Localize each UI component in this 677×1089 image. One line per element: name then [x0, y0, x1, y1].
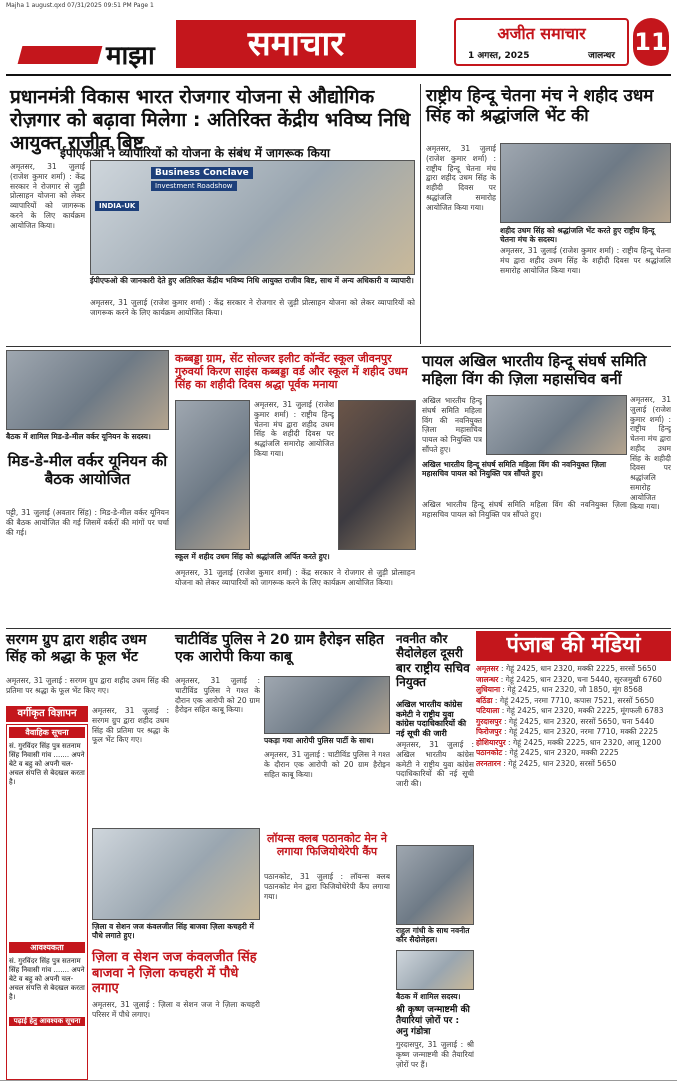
masthead: [6, 14, 671, 76]
midday-body: पट्टी, 31 जुलाई (अवतार सिंह) : मिड-डे-मील वर्कर यूनियन की बैठक आयोजित की गई जिसमें वर्करों की मांगों पर चर्चा की गई।: [6, 508, 169, 537]
page-number: 11: [633, 18, 669, 66]
mandi-entry: बठिंडा : गेहूं 2425, नरमा 7710, कपास 7521, सरसों 5650: [476, 695, 655, 705]
banner-roadshow: Investment Roadshow: [151, 181, 237, 191]
lions-headline: लॉयन्स क्लब पठानकोट मेन ने लगाया फिजियोथेरेपी कैंप: [267, 832, 387, 859]
lead-dateline: अमृतसर, 31 जुलाई (राजेश कुमार शर्मा) : केंद्र सरकार ने रोजगार से जुड़ी प्रोत्साहन योजना को लेकर व्यापारियों को जागरूक करने के लिए कार्यक्रम आयोजित किया।: [10, 162, 85, 230]
heroin-body: अमृतसर, 31 जुलाई : चाटीविंड पुलिस ने गश्त के दौरान एक आरोपी को 20 ग्राम हैरोइन सहित काबू किया।: [264, 750, 390, 779]
mandi-entry: होशियारपुर : गेहूं 2425, मक्की 2225, धान 2320, आलू 1200: [476, 737, 662, 747]
classified-body: सं. गुरविंदर सिंह पुत्र सतनाम सिंह निवासी गांव ....... अपने बेटे व बहु को अपनी चल-अचल संपत्ति से बेदखल करता है।: [9, 742, 85, 787]
paper-name: अजीत समाचार: [497, 24, 586, 43]
heroin-photo: [264, 676, 390, 734]
lions-body: पठानकोट, 31 जुलाई : लॉयन्स क्लब पठानकोट मेन द्वारा फिजियोथेरेपी कैंप लगाया गया।: [264, 872, 390, 901]
classified-box: [6, 724, 88, 1080]
lead-subhead: ईपीएफओ ने व्यापारियों को योजना के संबंध में जागरूक किया: [60, 146, 330, 160]
kabaddi-photo: [175, 400, 250, 550]
kabaddi-body: अमृतसर, 31 जुलाई (राजेश कुमार शर्मा) : राष्ट्रीय हिन्दू चेतना मंच द्वारा शहीद उधम सिंह के शहीदी दिवस पर श्रद्धांजलि समारोह आयोजित किया गया।: [254, 400, 334, 458]
mandi-title: पंजाब की मंडियां: [476, 631, 671, 661]
midday-headline: मिड-डे-मील वर्कर यूनियन की बैठक आयोजित: [7, 452, 168, 488]
mandi-entry: गुरदासपुर : गेहूं 2425, धान 2320, सरसों 5650, चना 5440: [476, 716, 655, 726]
navneet-headline: नवनीत कौर सैदोलेहल दूसरी बार राष्ट्रीय सचिव नियुक्त: [396, 632, 470, 690]
issue-city: जालन्धर: [588, 51, 615, 61]
payal-photo-caption: अखिल भारतीय हिन्दू संघर्ष समिति महिला विंग की नवनियुक्त ज़िला महासचिव पायल को नियुक्ति पत्र सौंपते हुए।: [422, 460, 607, 478]
navneet-photo-caption: राहुल गांधी के साथ नवनीत कौर सैदोलेहल।: [396, 926, 470, 944]
masthead-samachar: समाचार: [176, 20, 416, 68]
kabaddi-headline: कब्बड्डा ग्राम, सेंट सोल्जर इलीट कॉन्वेंट स्कूल जीवनपुर गुरुवर्या किरण साइंस कब्बड्डा वर्ड और स्कूल में शहीद उधम सिंह का शहीदी दिवस श्रद्धा पूर्वक मनाया: [175, 352, 408, 392]
mandi-entry: जालन्धर : गेहूं 2425, धान 2320, चना 5440, सूरजमुखी 6760: [476, 674, 662, 684]
kabaddi-body-2: अमृतसर, 31 जुलाई (राजेश कुमार शर्मा) : केंद्र सरकार ने रोजगार से जुड़ी प्रोत्साहन योजना को लेकर व्यापारियों को जागरूक करने के लिए कार्यक्रम आयोजित किया।: [175, 568, 415, 587]
court-photo-caption: ज़िला व सेशन जज कंवलजीत सिंह बाजवा ज़िला कचहरी में पौधे लगाते हुए।: [92, 922, 254, 940]
court-photo: [92, 828, 260, 920]
udham-headline: राष्ट्रीय हिन्दू चेतना मंच ने शहीद उधम सिंह को श्रद्धांजलि भेंट की: [426, 86, 654, 127]
classified-sub1: वैवाहिक सूचना: [9, 727, 85, 738]
classified-sub3: पढ़ाई हेतु आवश्यक सूचना: [9, 1017, 85, 1026]
classified-title: वर्गीकृत विज्ञापन: [6, 706, 88, 722]
sargam-body: अमृतसर, 31 जुलाई : सरगम ग्रुप द्वारा शहीद उधम सिंह की प्रतिमा पर श्रद्धा के फूल भेंट किए गए।: [6, 676, 169, 695]
heroin-photo-caption: पकड़ा गया आरोपी पुलिस पार्टी के साथ।: [264, 736, 374, 745]
navneet-photo: [396, 845, 474, 925]
paper-nameplate: [454, 18, 629, 66]
janmashtami-photo: [396, 950, 474, 990]
udham-dateline: अमृतसर, 31 जुलाई (राजेश कुमार शर्मा) : राष्ट्रीय हिन्दू चेतना मंच द्वारा शहीद उधम सिंह के शहीदी दिवस पर श्रद्धांजलि समारोह आयोजित किया गया।: [426, 144, 496, 212]
mandi-entry: तरनतारन : गेहूं 2425, धान 2320, सरसों 5650: [476, 758, 617, 768]
payal-side: अमृतसर, 31 जुलाई (राजेश कुमार शर्मा) : राष्ट्रीय हिन्दू चेतना मंच द्वारा शहीद उधम सिंह के शहीदी दिवस पर श्रद्धांजलि समारोह आयोजित किया गया।: [630, 395, 671, 512]
payal-photo: [486, 395, 627, 455]
mandi-entry: पटियाला : गेहूं 2425, धान 2320, मक्की 2225, मूंगफली 6783: [476, 706, 664, 715]
kabaddi-photo-caption: स्कूल में शहीद उधम सिंह को श्रद्धांजलि अर्पित करते हुए।: [175, 552, 330, 561]
classified-body-2: सं. गुरविंदर सिंह पुत्र सतनाम सिंह निवासी गांव ....... अपने बेटे व बहु को अपनी चल-अचल संपत्ति से बेदखल करता है।: [9, 957, 85, 1002]
payal-dateline: अखिल भारतीय हिन्दू संघर्ष समिति महिला विंग की नवनियुक्त ज़िला महासचिव पायल को नियुक्ति पत्र सौंपते हुए।: [422, 396, 482, 454]
mandi-list: [476, 664, 671, 1084]
issue-date: 1 अगस्त, 2025: [468, 51, 530, 61]
banner-conclave: Business Conclave: [151, 167, 253, 179]
sargam-headline: सरगम ग्रुप द्वारा शहीद उधम सिंह को श्रद्धा के फूल भेंट: [6, 632, 147, 665]
mandi-entry: फिरोजपुर : गेहूं 2425, धान 2320, नरमा 7710, मक्की 2225: [476, 727, 658, 736]
sargam-body-2: अमृतसर, 31 जुलाई : सरगम ग्रुप द्वारा शहीद उधम सिंह की प्रतिमा पर श्रद्धा के फूल भेंट किए गए।: [92, 706, 169, 745]
janmashtami-photo-caption: बैठक में शामिल सदस्य।: [396, 992, 461, 1001]
classified-sub2: आवश्यकता: [9, 942, 85, 953]
lead-headline: प्रधानमंत्री विकास भारत रोजगार योजना से औद्योगिक रोज़गार को बढ़ावा मिलेगा : अतिरिक्त केंद्रीय भविष्य निधि आयुक्त राजीव बिष्ट: [10, 86, 411, 154]
midday-photo-caption: बैठक में शामिल मिड-डे-मील वर्कर यूनियन के सदस्य।: [6, 432, 151, 441]
payal-body: अखिल भारतीय हिन्दू संघर्ष समिति महिला विंग की नवनियुक्त ज़िला महासचिव पायल को नियुक्ति पत्र सौंपते हुए।: [422, 500, 627, 519]
midday-photo: [6, 350, 169, 430]
page-footer: [0, 1080, 677, 1089]
navneet-headline-wide: अखिल भारतीय कांग्रेस कमेटी ने राष्ट्रीय युवा कांग्रेस पदाधिकारियों की नई सूची की जारी: [396, 700, 467, 738]
masthead-majha: माझा: [106, 41, 155, 71]
mandi-entry: अमृतसर : गेहूं 2425, धान 2320, मक्की 2225, सरसों 5650: [476, 664, 657, 673]
navneet-body: अमृतसर, 31 जुलाई : अखिल भारतीय कांग्रेस कमेटी ने राष्ट्रीय युवा कांग्रेस पदाधिकारियों की नई सूची जारी की।: [396, 740, 474, 788]
heroin-headline: चाटीविंड पुलिस ने 20 ग्राम हैरोइन सहित एक आरोपी किया काबू: [175, 632, 384, 665]
mandi-entry: पठानकोट : गेहूं 2425, धान 2320, मक्की 2225: [476, 748, 619, 757]
heroin-body-left: अमृतसर, 31 जुलाई : चाटीविंड पुलिस ने गश्त के दौरान एक आरोपी को 20 ग्राम हैरोइन सहित काबू किया।: [175, 676, 260, 715]
udham-photo: [500, 143, 671, 223]
masthead-red-stripe: [18, 46, 103, 64]
lead-body: अमृतसर, 31 जुलाई (राजेश कुमार शर्मा) : केंद्र सरकार ने रोजगार से जुड़ी प्रोत्साहन योजना को लेकर व्यापारियों को जागरूक करने के लिए कार्यक्रम आयोजित किया।: [90, 298, 415, 317]
lead-photo: [90, 160, 415, 275]
court-headline: ज़िला व सेशन जज कंवलजीत सिंह बाजवा ने ज़िला कचहरी में पौधे लगाए: [92, 950, 257, 997]
kabaddi-photo-2: [338, 400, 416, 550]
mandi-entry: लुधियाना : गेहूं 2425, धान 2320, जौ 1850, मूंग 8568: [476, 685, 643, 694]
banner-india-uk: INDIA-UK: [95, 201, 139, 211]
udham-body: अमृतसर, 31 जुलाई (राजेश कुमार शर्मा) : राष्ट्रीय हिन्दू चेतना मंच द्वारा शहीद उधम सिंह के शहीदी दिवस पर श्रद्धांजलि समारोह आयोजित किया गया।: [500, 246, 671, 275]
lead-photo-caption: ईपीएफओ की जानकारी देते हुए अतिरिक्त केंद्रीय भविष्य निधि आयुक्त राजीव बिष्ट, साथ में अन्य अधिकारी व व्यापारी।: [90, 276, 414, 285]
court-body: अमृतसर, 31 जुलाई : ज़िला व सेशन जज ने ज़िला कचहरी परिसर में पौधे लगाए।: [92, 1000, 260, 1019]
janmashtami-headline: श्री कृष्ण जन्माष्टमी की तैयारियां ज़ोरों पर : अनु गंडोत्रा: [396, 1005, 470, 1037]
janmashtami-body: गुरदासपुर, 31 जुलाई : श्री कृष्ण जन्माष्टमी की तैयारियां ज़ोरों पर हैं।: [396, 1040, 474, 1069]
file-info: Majha 1 august.qxd 07/31/2025 09:51 PM Page 1: [0, 0, 677, 12]
udham-photo-caption: शहीद उधम सिंह को श्रद्धांजलि भेंट करते हुए राष्ट्रीय हिन्दू चेतना मंच के सदस्य।: [500, 226, 655, 244]
payal-headline: पायल अखिल भारतीय हिन्दू संघर्ष समिति महिला विंग की ज़िला महासचिव बनीं: [422, 352, 647, 388]
